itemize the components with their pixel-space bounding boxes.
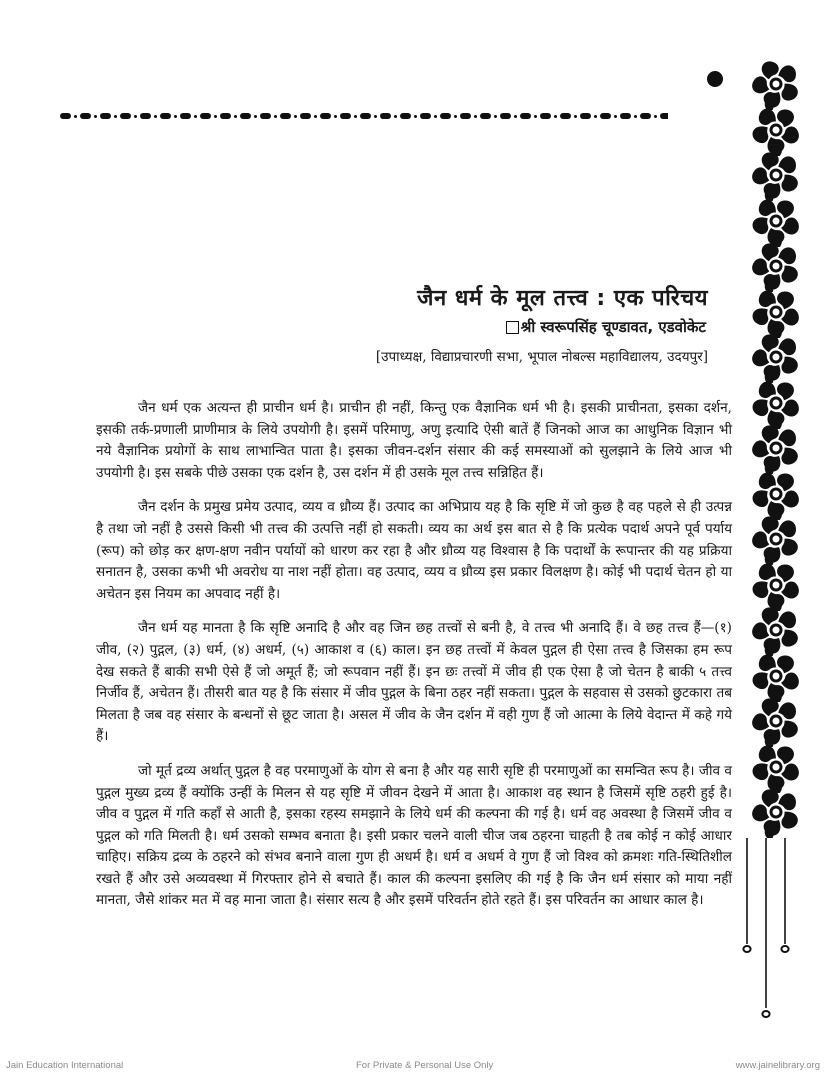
- box-bullet-icon: [506, 321, 519, 334]
- article-title: जैन धर्म के मूल तत्त्व : एक परिचय: [417, 286, 708, 311]
- page-footer: [0, 1060, 828, 1076]
- bullet-dot-icon: [707, 71, 723, 87]
- paisley-rosette-icon: [748, 58, 804, 110]
- dash-dot-rule: [60, 112, 668, 120]
- paragraph: जैन धर्म एक अत्यन्त ही प्राचीन धर्म है। प्राचीन ही नहीं, किन्तु एक वैज्ञानिक धर्म भी है। इसकी प्राचीनता, इसका दर्शन, इसकी तर्क-प्रणाली प्राणीमात्र के लिये उपयोगी है। इसमें परिमाणु, अणु इत्यादि ऐसी बातें हैं जिनको आज का आधुनिक विज्ञान भी नये वैज्ञानिक प्रयोगों के साथ लाभान्वित पाता है। इसका जीवन-दर्शन संसार की कई समस्याओं को सुलझाने के लिये आज भी उपयोगी है। इस सबके पीछे उसका एक दर्शन है, उस दर्शन में ही उसके मूल तत्त्व सन्निहित हैं।: [96, 400, 732, 481]
- footer-website-link[interactable]: www.jainelibrary.org: [735, 1060, 820, 1071]
- paisley-rosette-icon: [748, 331, 804, 383]
- paisley-rosette-icon: [748, 695, 804, 747]
- paragraph: जैन धर्म यह मानता है कि सृष्टि अनादि है और वह जिन छह तत्त्वों से बनी है, वे तत्त्व भी अनादि हैं। वे छह तत्त्व हैं—(१) जीव, (२) पुद्गल, (३) धर्म, (४) अधर्म, (५) आकाश व (६) काल। इन छह तत्त्वों में केवल पुद्गल ही ऐसा तत्त्व है जिसका हम रूप देख सकते हैं बाकी सभी ऐसे हैं जो अमूर्त हैं; जो रूपवान नहीं हैं। इन छः तत्त्वों में जीव ही एक ऐसा है जो चेतन है बाकी ५ तत्त्व निर्जीव हैं, अचेतन हैं। तीसरी बात यह है कि संसार में जीव पुद्गल के बिना ठहर नहीं सकता। पुद्गल के सहवास से उसको छुटकारा तब मिलता है जब वह संसार के बन्धनों से छूट जाता है। असल में जीव के जैन दर्शन में वही गुण हैं जो आत्मा के लिये वेदान्त में कहे गये हैं।: [96, 620, 732, 745]
- border-tail-lines-icon: [740, 838, 820, 1028]
- paisley-rosette-icon: [748, 286, 804, 338]
- paragraph: जो मूर्त द्रव्य अर्थात् पुद्गल है वह परमाणुओं के योग से बना है और यह सारी सृष्टि ही परमाणुओं का समन्वित रूप है। जीव व पुद्गल मुख्य द्रव्य हैं क्योंकि उन्हीं के मिलन से यह सृष्टि में जीवन देखने में आता है। आकाश वह स्थान है जिसमें सृष्टि ठहरी हुई है। जीव व पुद्गल में गति कहाँ से आती है, इसका रहस्य समझाने के लिये धर्म की कल्पना की गई है। धर्म वह अवस्था है जिसमें जीव व पुद्गल को गति मिलती है। धर्म उसको सम्भव बनाता है। इसी प्रकार चलने वाली चीज जब ठहरना चाहती है तब कोई न कोई आधार चाहिए। सक्रिय द्रव्य के ठहरने को संभव बनाने वाला गुण ही अधर्म है। धर्म व अधर्म वे गुण हैं जो विश्व को क्रमशः गति-स्थितिशील रखते हैं और उसे अव्यवस्था में गिरफ्तार होने से बचाते हैं। काल की कल्पना इसलिए की गई है कि जैन धर्म संसार को माया नहीं मानता, जैसे शांकर मत में वह माना जाता है। संसार सत्य है और इसमें परिवर्तन होते रहते हैं। इस परिवर्तन का आधार काल है।: [96, 762, 732, 909]
- paisley-rosette-icon: [748, 468, 804, 520]
- paisley-rosette-icon: [748, 422, 804, 474]
- paisley-rosette-icon: [748, 195, 804, 247]
- paisley-rosette-icon: [748, 559, 804, 611]
- paisley-rosette-icon: [748, 240, 804, 292]
- paisley-rosette-icon: [748, 513, 804, 565]
- paisley-rosette-icon: [748, 377, 804, 429]
- paisley-rosette-icon: [748, 104, 804, 156]
- paisley-rosette-icon: [748, 741, 804, 793]
- paisley-rosette-icon: [748, 149, 804, 201]
- paisley-rosette-icon: [748, 604, 804, 656]
- author-name: श्री स्वरूपसिंह चूण्डावत, एडवोकेट: [520, 318, 706, 336]
- paragraph: जैन दर्शन के प्रमुख प्रमेय उत्पाद, व्यय व ध्रौव्य हैं। उत्पाद का अभिप्राय यह है कि सृष्टि में जो कुछ है वह पहले से ही उत्पन्न है तथा जो नहीं है उससे किसी भी तत्त्व की उत्पत्ति नहीं हो सकती। व्यय का अर्थ इस बात से है कि प्रत्येक पदार्थ अपने पूर्व पर्याय (रूप) को छोड़ कर क्षण-क्षण नवीन पर्यायों को धारण कर रहा है और ध्रौव्य यह विश्वास है कि पदार्थों के रूपान्तर की यह प्रक्रिया सनातन है, उसका कभी भी अवरोध या नाश नहीं होता। वह उत्पाद, व्यय व ध्रौव्य इस प्रकार विलक्षण है। कोई भी पदार्थ चेतन हो या अचेतन इस नियम का अपवाद नहीं है।: [96, 499, 732, 602]
- footer-publisher: Jain Education International: [6, 1060, 124, 1071]
- paisley-rosette-icon: [748, 786, 804, 838]
- author-affiliation: [उपाध्यक्ष, विद्याप्रचारणी सभा, भूपाल नोबल्स महाविद्यालय, उदयपुर]: [375, 349, 708, 365]
- footer-usage-note: For Private & Personal Use Only: [356, 1060, 494, 1071]
- paisley-rosette-border: [748, 58, 808, 838]
- article-body: [96, 398, 732, 925]
- paisley-rosette-icon: [748, 650, 804, 702]
- article-author: [506, 317, 706, 337]
